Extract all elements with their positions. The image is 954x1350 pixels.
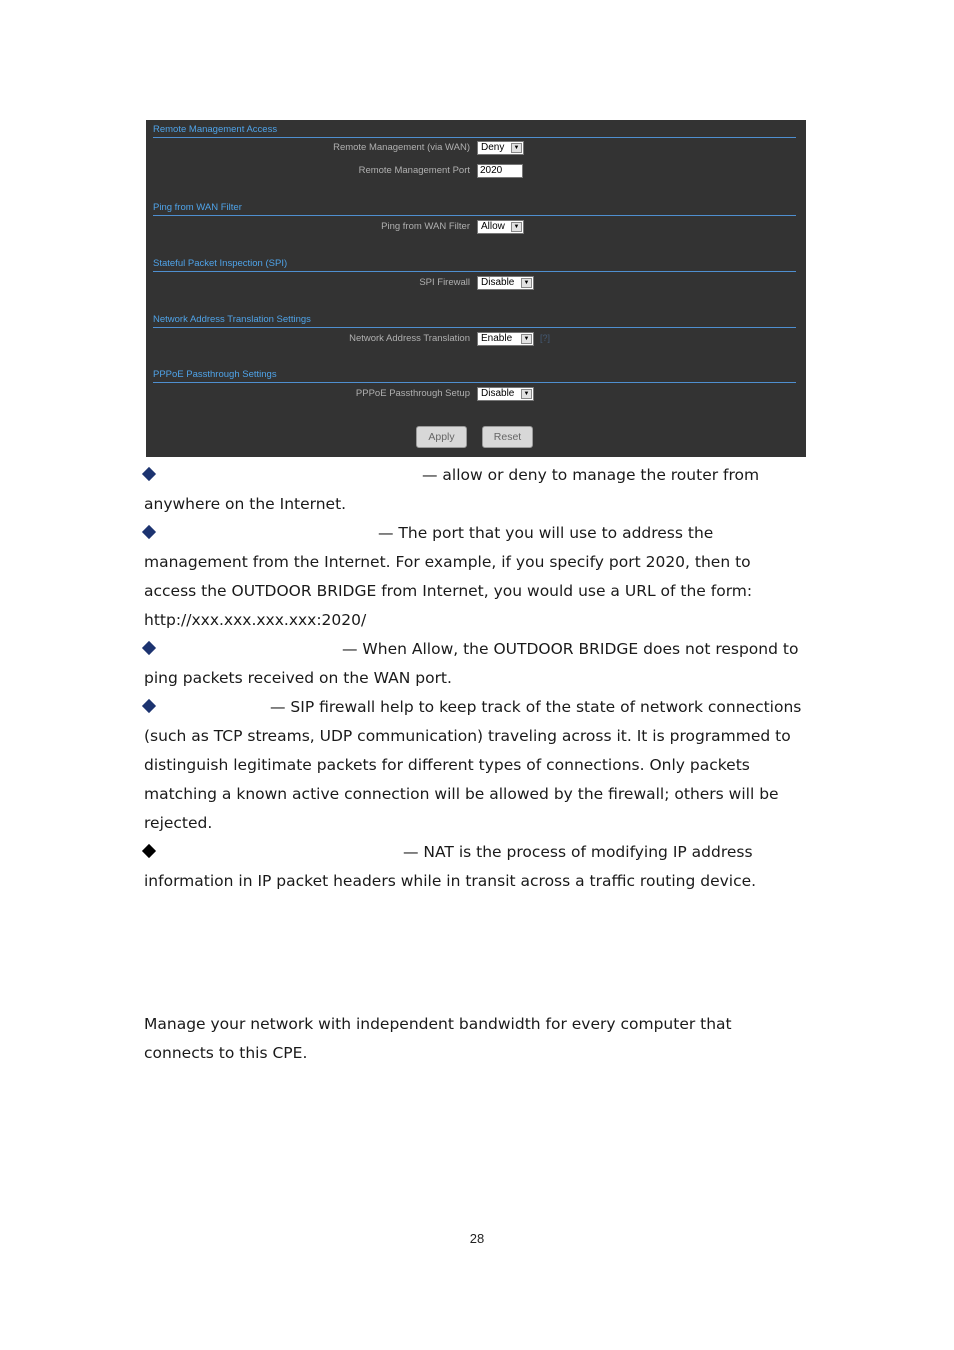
bullet-text: — NAT is the process of modifying IP address <box>403 843 753 861</box>
section-title-spi: Stateful Packet Inspection (SPI) <box>153 256 796 272</box>
spi-firewall-select[interactable] <box>477 276 534 290</box>
bullet-line <box>144 519 814 548</box>
remote-management-value: Deny <box>481 142 505 153</box>
diamond-bullet-icon <box>142 641 156 655</box>
text-line: management from the Internet. For example, if you specify port 2020, then to <box>144 553 751 571</box>
remote-management-select[interactable] <box>477 141 524 155</box>
remote-port-label: Remote Management Port <box>358 165 470 176</box>
qos-description <box>144 1010 814 1068</box>
text-line: connects to this CPE. <box>144 1044 308 1062</box>
bullet-text: — When Allow, the OUTDOOR BRIDGE does not respond to <box>342 640 799 658</box>
text-line: distinguish legitimate packets for different types of connections. Only packets <box>144 756 750 774</box>
section-title-nat: Network Address Translation Settings <box>153 312 796 328</box>
text-line: access the OUTDOOR BRIDGE from Internet, you would use a URL of the form: <box>144 582 753 600</box>
bullet-line <box>144 635 814 664</box>
nat-label: Network Address Translation <box>349 333 470 344</box>
pppoe-label: PPPoE Passthrough Setup <box>355 388 470 399</box>
bullet-text: — allow or deny to manage the router from <box>422 466 760 484</box>
nat-value: Enable <box>481 333 513 344</box>
reset-button[interactable]: Reset <box>482 426 533 448</box>
chevron-down-icon: ▼ <box>521 334 532 344</box>
diamond-bullet-icon <box>142 844 156 858</box>
bullet-line <box>144 461 814 490</box>
ping-filter-label: Ping from WAN Filter <box>381 221 470 232</box>
nat-select[interactable] <box>477 332 534 346</box>
nat-help-link[interactable]: [?] <box>540 333 551 343</box>
section-title-remote-management: Remote Management Access <box>153 122 796 138</box>
router-settings-panel <box>146 120 806 457</box>
feature-descriptions <box>144 461 814 896</box>
pppoe-value: Disable <box>481 388 515 399</box>
bullet-text: — The port that you will use to address the <box>378 524 714 542</box>
diamond-bullet-icon <box>142 525 156 539</box>
bullet-text: — SIP firewall help to keep track of the state of network connections <box>270 698 802 716</box>
section-title-ping-filter: Ping from WAN Filter <box>153 200 796 216</box>
chevron-down-icon: ▼ <box>521 278 532 288</box>
text-line: (such as TCP streams, UDP communication) traveling across it. It is programmed to <box>144 727 791 745</box>
diamond-bullet-icon <box>142 467 156 481</box>
apply-button[interactable]: Apply <box>416 426 467 448</box>
text-line: rejected. <box>144 814 213 832</box>
text-line: Manage your network with independent bandwidth for every computer that <box>144 1015 732 1033</box>
spi-firewall-value: Disable <box>481 277 515 288</box>
ping-filter-select[interactable] <box>477 220 524 234</box>
bullet-line <box>144 693 814 722</box>
remote-management-label: Remote Management (via WAN) <box>333 142 470 153</box>
page-number: 28 <box>469 1231 485 1246</box>
chevron-down-icon: ▼ <box>511 222 522 232</box>
pppoe-select[interactable] <box>477 387 534 401</box>
diamond-bullet-icon <box>142 699 156 713</box>
text-line: ping packets received on the WAN port. <box>144 669 452 687</box>
spi-firewall-label: SPI Firewall <box>419 277 470 288</box>
section-title-pppoe: PPPoE Passthrough Settings <box>153 367 796 383</box>
chevron-down-icon: ▼ <box>521 389 532 399</box>
remote-port-input[interactable]: 2020 <box>477 164 523 178</box>
bullet-line <box>144 838 814 867</box>
text-line: information in IP packet headers while in transit across a traffic routing device. <box>144 872 757 890</box>
text-line: http://xxx.xxx.xxx.xxx:2020/ <box>144 611 367 629</box>
ping-filter-value: Allow <box>481 221 505 232</box>
text-line: anywhere on the Internet. <box>144 495 347 513</box>
chevron-down-icon: ▼ <box>511 143 522 153</box>
text-line: matching a known active connection will be allowed by the firewall; others will be <box>144 785 779 803</box>
